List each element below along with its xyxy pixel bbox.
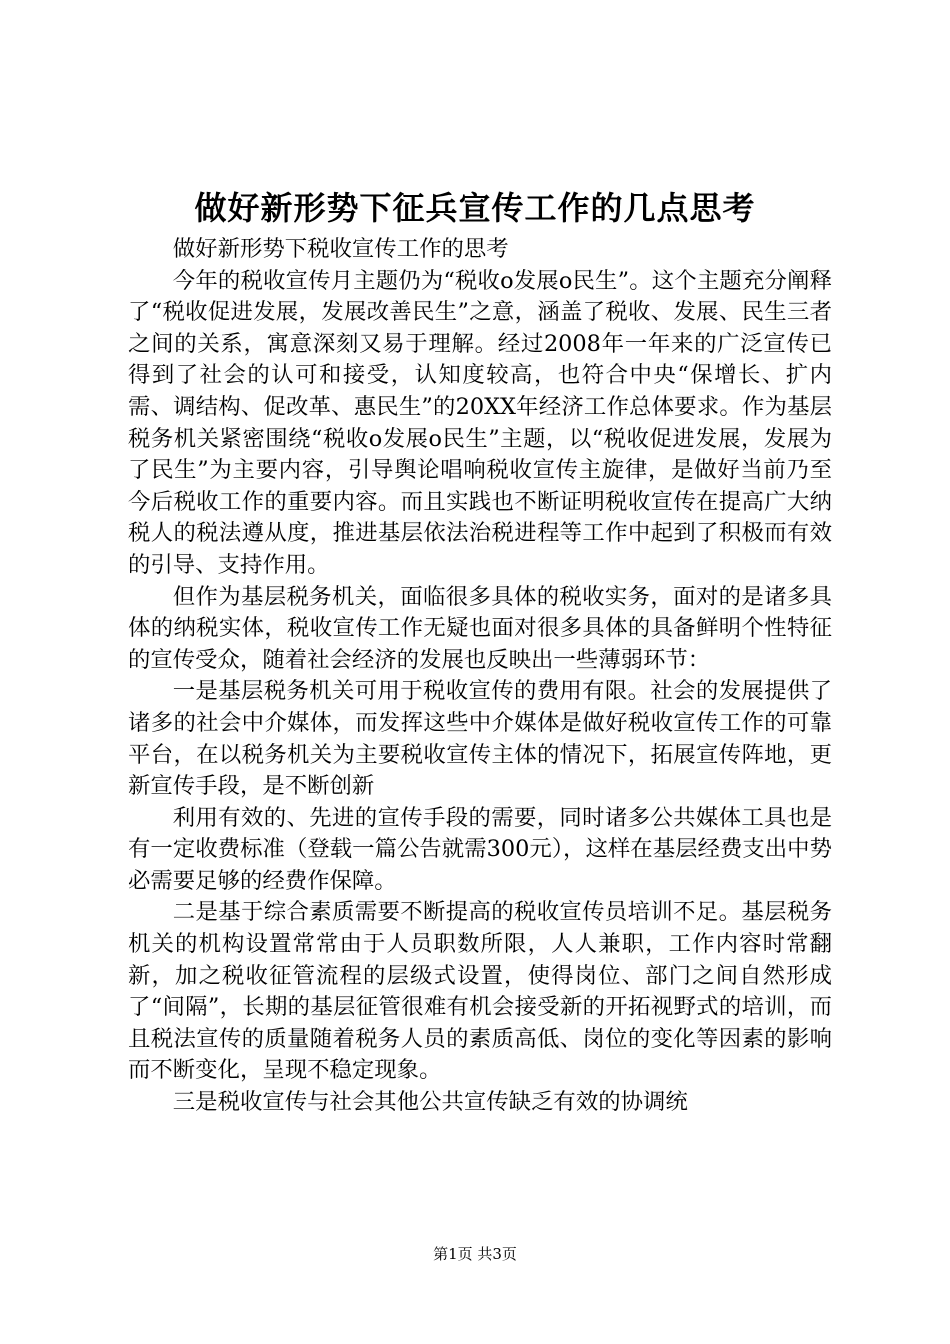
paragraph: 利用有效的、先进的宣传手段的需要，同时诸多公共媒体工具也是有一定收费标准（登载一篇公告就需300元），这样在基层经费支出中势必需要足够的经费作保障。 [128, 804, 832, 894]
paragraph: 二是基于综合素质需要不断提高的税收宣传员培训不足。基层税务机关的机构设置常常由于人员职数所限，人人兼职，工作内容时常翻新，加之税收征管流程的层级式设置，使得岗位、部门之间自然形成了“间隔”，长期的基层征管很难有机会接受新的开拓视野式的培训，而且税法宣传的质量随着税务人员的素质高低、岗位的变化等因素的影响而不断变化，呈现不稳定现象。 [128, 899, 832, 1084]
paragraph: 一是基层税务机关可用于税收宣传的费用有限。社会的发展提供了诸多的社会中介媒体，而发挥这些中介媒体是做好税收宣传工作的可靠平台，在以税务机关为主要税收宣传主体的情况下，拓展宣传阵地，更新宣传手段，是不断创新 [128, 678, 832, 800]
document-title: 做好新形势下征兵宣传工作的几点思考 [194, 189, 756, 227]
page-footer: 第1页 共3页 [433, 1245, 517, 1263]
document-body [128, 234, 832, 1119]
paragraph: 三是税收宣传与社会其他公共宣传缺乏有效的协调统 [172, 1089, 688, 1116]
paragraph: 今年的税收宣传月主题仍为“税收ο发展ο民生”。这个主题充分阐释了“税收促进发展，发展改善民生”之意，涵盖了税收、发展、民生三者之间的关系，寓意深刻又易于理解。经过2008年一年来的广泛宣传已得到了社会的认可和接受，认知度较高，也符合中央“保增长、扩内需、调结构、促改革、惠民生”的20XX年经济工作总体要求。作为基层税务机关紧密围绕“税收ο发展ο民生”主题，以“税收促进发展，发展为了民生”为主要内容，引导舆论唱响税收宣传主旋律，是做好当前乃至今后税收工作的重要内容。而且实践也不断证明税收宣传在提高广大纳税人的税法遵从度，推进基层依法治税进程等工作中起到了积极而有效的引导、支持作用。 [128, 267, 832, 578]
paragraph: 但作为基层税务机关，面临很多具体的税收实务，面对的是诸多具体的纳税实体，税收宣传工作无疑也面对很多具体的具备鲜明个性特征的宣传受众，随着社会经济的发展也反映出一些薄弱环节： [128, 583, 832, 673]
paragraph: 做好新形势下税收宣传工作的思考 [172, 236, 509, 262]
